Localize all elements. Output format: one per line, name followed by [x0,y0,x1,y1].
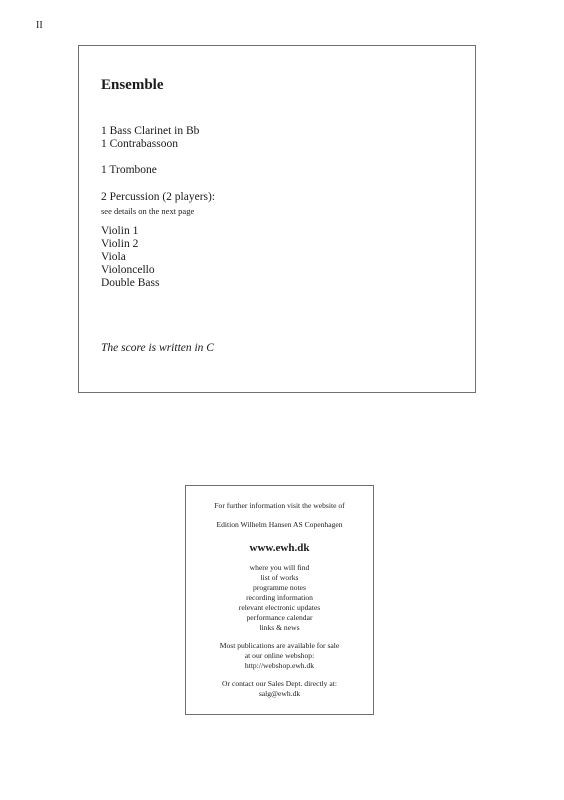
score-note: The score is written in C [101,342,214,354]
info-webshop-url: http://webshop.ewh.dk [244,661,315,670]
info-contact-email: salg@ewh.dk [258,689,301,698]
percussion-note: see details on the next page [101,206,195,216]
instrument-bass-clarinet: 1 Bass Clarinet in Bb [101,125,200,137]
instrument-viola: Viola [101,251,126,263]
ensemble-box [78,45,476,393]
instrument-violoncello: Violoncello [101,264,155,276]
info-publisher: Edition Wilhelm Hansen AS Copenhagen [216,520,343,529]
info-find-line: relevant electronic updates [238,603,321,612]
instrument-contrabassoon: 1 Contrabassoon [101,138,178,150]
info-find-line: where you will find [249,563,310,572]
page-number: II [36,20,43,31]
info-contact-line: Or contact our Sales Dept. directly at: [222,679,337,688]
instrument-violin-1: Violin 1 [101,225,139,237]
publisher-info-box [185,485,374,715]
info-find-line: list of works [260,573,299,582]
instrument-double-bass: Double Bass [101,277,160,289]
info-sale-line: Most publications are available for sale [219,641,340,650]
instrument-violin-2: Violin 2 [101,238,139,250]
info-find-line: programme notes [253,583,306,592]
info-find-line: recording information [246,593,313,602]
info-intro: For further information visit the website of [214,501,345,510]
instrument-percussion: 2 Percussion (2 players): [101,191,216,203]
instrument-trombone: 1 Trombone [101,164,157,176]
info-find-line: links & news [259,623,300,632]
info-sale-line: at our online webshop: [244,651,315,660]
info-find-line: performance calendar [246,613,313,622]
info-website: www.ewh.dk [249,542,310,554]
ensemble-title: Ensemble [101,77,164,93]
